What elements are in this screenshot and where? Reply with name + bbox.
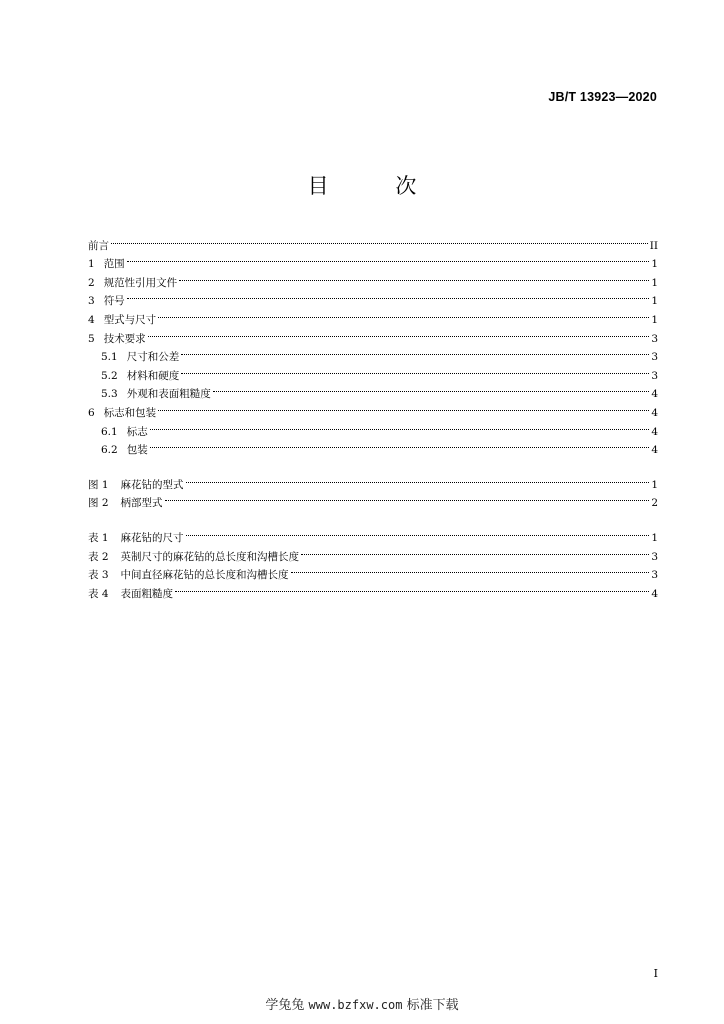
toc-entry-text: 包装 — [126, 444, 148, 457]
toc-leader-dots — [175, 578, 649, 597]
toc-leader-dots — [148, 323, 650, 342]
toc-leader-dots — [291, 560, 650, 579]
toc-entry[interactable] — [88, 469, 658, 491]
toc-entry-text: 规范性引用文件 — [103, 276, 178, 289]
toc-leader-dots — [127, 286, 650, 305]
toc-entry-page: 1 — [651, 531, 658, 544]
toc-entry-number: 5.1 — [101, 351, 118, 364]
toc-entry-number: 6.1 — [101, 425, 118, 438]
toc-entry-label — [101, 348, 179, 367]
toc-entry-text: 中间直径麻花钻的总长度和沟槽长度 — [120, 569, 289, 582]
toc-entry-number: 表 1 — [88, 531, 109, 544]
toc-entry-number: 3 — [88, 295, 95, 308]
toc-entry-number: 1 — [88, 258, 95, 271]
toc-entry-label — [88, 494, 163, 513]
toc-entry-number: 5 — [88, 332, 95, 345]
toc-entry-page: 1 — [651, 478, 658, 491]
toc-entry-label — [88, 548, 299, 567]
toc-figures — [88, 469, 658, 510]
toc-entry-text: 麻花钻的尺寸 — [120, 531, 184, 544]
toc-entry-label — [88, 255, 125, 274]
toc-entry-label — [88, 237, 109, 256]
toc-entry-text: 英制尺寸的麻花钻的总长度和沟槽长度 — [120, 550, 300, 563]
toc-entry-number: 5.3 — [101, 388, 118, 401]
toc-entry[interactable] — [88, 249, 658, 271]
toc-entry-number: 表 2 — [88, 550, 109, 563]
toc-entry-page: 4 — [651, 444, 658, 457]
toc-entry-page: 4 — [651, 406, 658, 419]
document-code: JB/T 13923—2020 — [548, 90, 657, 104]
toc-entry-page: 1 — [651, 258, 658, 271]
toc-leader-dots — [150, 435, 650, 454]
toc-entry-text: 材料和硬度 — [126, 369, 180, 382]
toc-entry-number: 图 1 — [88, 478, 109, 491]
page-number: I — [653, 967, 658, 980]
toc-leader-dots — [301, 541, 649, 560]
toc-entry[interactable] — [88, 522, 658, 544]
toc-entry[interactable] — [88, 342, 658, 364]
toc-entry-text: 柄部型式 — [120, 497, 163, 510]
toc-entry-label — [88, 585, 173, 604]
toc-leader-dots — [179, 267, 649, 286]
toc-entry-text: 前言 — [88, 239, 109, 252]
toc-entry-page: 4 — [651, 425, 658, 438]
toc-entry[interactable] — [88, 416, 658, 438]
watermark-slogan: 标准下载 — [406, 998, 459, 1013]
toc-entry[interactable] — [88, 304, 658, 326]
toc-entry-page: 4 — [651, 388, 658, 401]
toc-entry[interactable] — [88, 397, 658, 419]
watermark-url[interactable]: www.bzfxw.com — [308, 998, 403, 1012]
toc-entry-number: 4 — [88, 313, 95, 326]
toc-entry-label — [88, 292, 125, 311]
toc-leader-dots — [158, 397, 649, 416]
toc-leader-dots — [165, 488, 650, 507]
toc-leader-dots — [181, 360, 649, 379]
toc-entry-label — [101, 441, 148, 460]
watermark — [0, 994, 724, 1013]
table-of-contents — [88, 230, 658, 600]
toc-entry-number: 5.2 — [101, 369, 118, 382]
toc-entry-number: 2 — [88, 276, 95, 289]
toc-entry-page: 3 — [651, 369, 658, 382]
toc-entry-text: 外观和表面粗糙度 — [126, 388, 211, 401]
toc-entry[interactable] — [88, 286, 658, 308]
toc-entry-text: 麻花钻的型式 — [120, 478, 184, 491]
toc-leader-dots — [186, 469, 650, 488]
toc-entry-label — [101, 367, 179, 386]
toc-entry-label — [101, 423, 148, 442]
toc-entry-text: 尺寸和公差 — [126, 351, 180, 364]
toc-title: 目 次 — [307, 174, 447, 198]
toc-tables — [88, 522, 658, 600]
toc-entry[interactable] — [88, 435, 658, 457]
toc-entry[interactable] — [88, 488, 658, 510]
toc-entry-page: 2 — [651, 497, 658, 510]
toc-entry-number: 表 3 — [88, 569, 109, 582]
toc-entry-page: 1 — [651, 295, 658, 308]
toc-entry-page: II — [649, 239, 658, 252]
toc-entry[interactable] — [88, 323, 658, 345]
toc-entry[interactable] — [88, 230, 658, 252]
toc-leader-dots — [213, 379, 650, 398]
toc-entry-text: 表面粗糙度 — [120, 587, 174, 600]
toc-sections — [88, 230, 658, 457]
toc-entry-text: 标志和包装 — [103, 406, 157, 419]
toc-entry-number: 表 4 — [88, 587, 109, 600]
toc-leader-dots — [181, 342, 649, 361]
watermark-site-name: 学兔兔 — [265, 998, 305, 1013]
toc-entry-label — [88, 404, 156, 423]
toc-entry-number: 6 — [88, 406, 95, 419]
toc-leader-dots — [127, 249, 650, 268]
toc-entry-number: 图 2 — [88, 497, 109, 510]
toc-entry-text: 技术要求 — [103, 332, 146, 345]
toc-entry-text: 范围 — [103, 258, 125, 271]
toc-entry-label — [88, 311, 156, 330]
toc-entry-text: 型式与尺寸 — [103, 313, 157, 326]
toc-leader-dots — [150, 416, 650, 435]
toc-leader-dots — [186, 522, 650, 541]
toc-entry-label — [88, 330, 146, 349]
toc-entry-page: 3 — [651, 550, 658, 563]
toc-entry-number: 6.2 — [101, 444, 118, 457]
toc-entry-page: 3 — [651, 351, 658, 364]
toc-entry-page: 3 — [651, 569, 658, 582]
toc-entry-label — [88, 529, 184, 548]
toc-entry-page: 1 — [651, 276, 658, 289]
toc-entry-page: 1 — [651, 313, 658, 326]
toc-entry[interactable] — [88, 267, 658, 289]
toc-entry-text: 标志 — [126, 425, 148, 438]
toc-entry-page: 4 — [651, 587, 658, 600]
toc-entry-text: 符号 — [103, 295, 125, 308]
toc-leader-dots — [111, 230, 648, 249]
toc-leader-dots — [158, 304, 649, 323]
toc-entry-page: 3 — [651, 332, 658, 345]
